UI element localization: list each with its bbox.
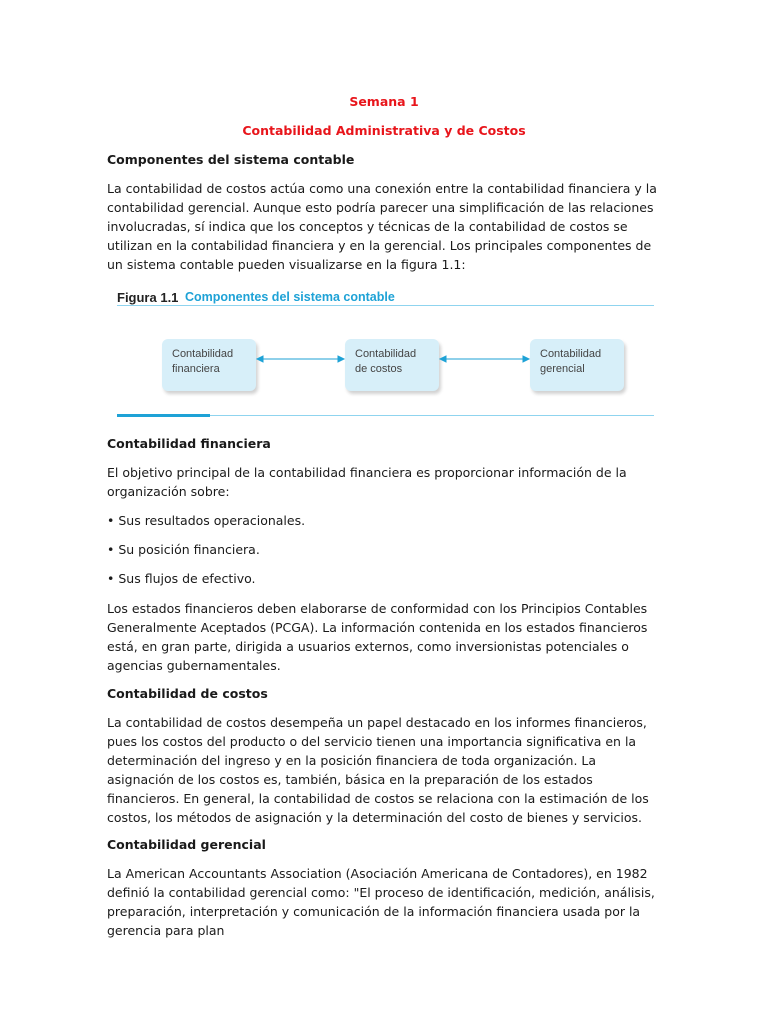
week-title: Semana 1	[349, 94, 419, 109]
paragraph-financiera-intro: El objetivo principal de la contabilidad financiera es proporcionar información de la organización sobre:	[107, 465, 627, 499]
arrow-left-icon	[440, 356, 446, 362]
bullet-item: • Sus resultados operacionales.	[107, 513, 306, 528]
box-line: de costos	[355, 363, 403, 375]
section-heading-componentes: Componentes del sistema contable	[107, 152, 355, 167]
bullet-item: • Sus flujos de efectivo.	[107, 571, 256, 586]
figure-caption: Componentes del sistema contable	[185, 290, 395, 304]
box-line: gerencial	[540, 363, 585, 375]
arrow-left-icon	[257, 356, 263, 362]
box-line: financiera	[172, 363, 220, 375]
paragraph-componentes: La contabilidad de costos actúa como una conexión entre la contabilidad financiera y la contabilidad gerencial. Aunque esto podría parecer una simplificación de las relaciones involucradas, sí indica que los conceptos y técnicas de la contabilidad de costos se utilizan en la contabilidad financiera y en la gerencial. Los principales componentes de un sistema contable pueden visualizarse en la figura 1.1:	[107, 181, 657, 272]
paragraph-financiera: Los estados financieros deben elaborarse de conformidad con los Principios Contables Generalmente Aceptados (PCGA). La información contenida en los estados financieros está, en gran parte, dirigida a usuarios externos, como inversionistas potenciales o agencias gubernamentales.	[107, 601, 648, 673]
paragraph-gerencial: La American Accountants Association (Asociación Americana de Contadores), en 1982 definió la contabilidad gerencial como: "El proceso de identificación, medición, análisis, preparación, interpretación y comunicación de la información financiera usada por la gerencia para plan	[107, 866, 655, 938]
section-heading-financiera: Contabilidad financiera	[107, 436, 271, 451]
box-line: Contabilidad	[172, 348, 234, 360]
bullet-item: • Su posición financiera.	[107, 542, 260, 557]
arrow-right-icon	[523, 356, 529, 362]
arrow-right-icon	[338, 356, 344, 362]
figure-label: Figura 1.1	[117, 290, 179, 305]
section-heading-costos: Contabilidad de costos	[107, 686, 268, 701]
box-line: Contabilidad	[355, 348, 417, 360]
paragraph-costos: La contabilidad de costos desempeña un papel destacado en los informes financieros, pues los costos del producto o del servicio tienen una importancia significativa en la determinación del ingreso y en la posición financiera de toda organización. La asignación de los costos es, también, básica en la preparación de los estados financieros. En general, la contabilidad de costos se relaciona con la estimación de los costos, los métodos de asignación y la determinación del costo de bienes y servicios.	[107, 715, 649, 825]
section-heading-gerencial: Contabilidad gerencial	[107, 837, 266, 852]
course-title: Contabilidad Administrativa y de Costos	[242, 123, 526, 138]
figure-arrows	[0, 0, 768, 420]
figure-bottom-accent	[117, 414, 210, 417]
box-line: Contabilidad	[540, 348, 602, 360]
